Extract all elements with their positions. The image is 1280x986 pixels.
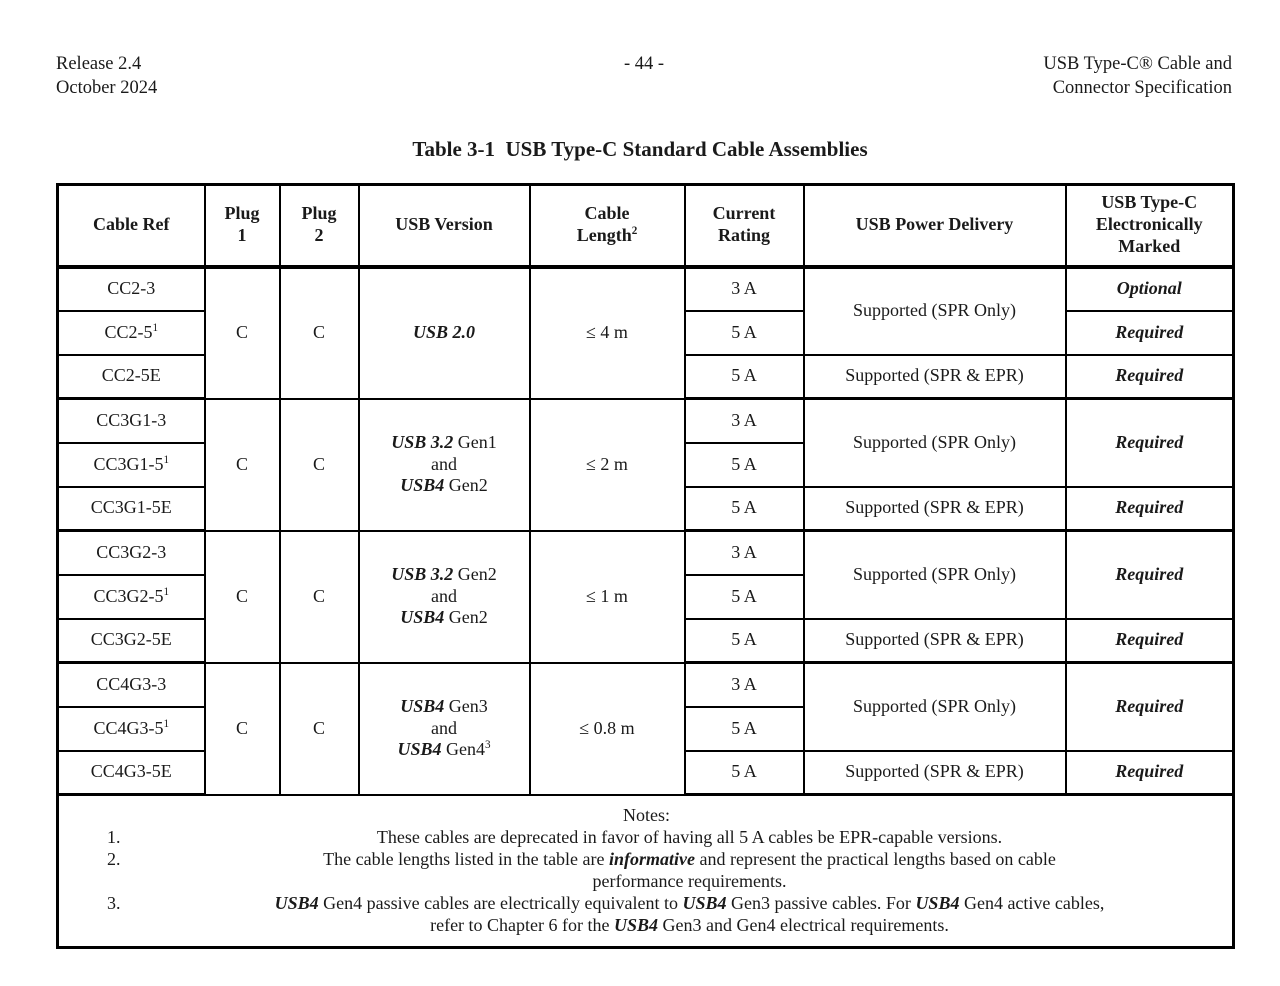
cell-cable-ref: $CC2-5^1$ bbox=[58, 311, 205, 355]
cell-current-rating: 5 A bbox=[685, 575, 804, 619]
cell-marked: Required bbox=[1066, 355, 1234, 399]
col-header-usb-version: USB Version bbox=[359, 185, 530, 267]
cell-marked: Optional bbox=[1066, 267, 1234, 311]
cell-power-delivery: Supported (SPR & EPR) bbox=[804, 751, 1066, 795]
cable-assemblies-table bbox=[56, 183, 1235, 949]
cell-cable-length: ≤ 4 m bbox=[530, 267, 685, 399]
cell-current-rating: 5 A bbox=[685, 443, 804, 487]
cell-cable-ref: CC4G3-5E bbox=[58, 751, 205, 795]
page-header bbox=[0, 0, 1280, 100]
cell-usb-version: USB4 Gen3 and USB4 $Gen4^3$ bbox=[359, 663, 530, 795]
cell-current-rating: 5 A bbox=[685, 707, 804, 751]
date-line: October 2024 bbox=[56, 78, 158, 98]
col-header-cable-ref: Cable Ref bbox=[58, 185, 205, 267]
cell-cable-ref: CC3G2-5E bbox=[58, 619, 205, 663]
cell-power-delivery: Supported (SPR & EPR) bbox=[804, 355, 1066, 399]
cell-cable-length: ≤ 1 m bbox=[530, 531, 685, 663]
cell-cable-length: ≤ 0.8 m bbox=[530, 663, 685, 795]
spec-name-line1: USB Type-C® Cable and bbox=[1043, 54, 1233, 74]
cell-plug1: C bbox=[205, 267, 280, 399]
cell-current-rating: 5 A bbox=[685, 355, 804, 399]
cell-cable-ref: $CC3G1-5^1$ bbox=[58, 443, 205, 487]
col-header-electronically-marked: USB Type-C Electronically Marked bbox=[1066, 185, 1234, 267]
cell-power-delivery: Supported (SPR Only) bbox=[804, 663, 1066, 751]
notes-list bbox=[61, 827, 1230, 937]
cell-usb-version: USB 3.2 Gen1 and USB4 Gen2 bbox=[359, 399, 530, 531]
cell-marked: Required bbox=[1066, 531, 1234, 619]
cell-cable-ref: CC3G2-3 bbox=[58, 531, 205, 575]
cell-marked: Required bbox=[1066, 619, 1234, 663]
table-row bbox=[58, 531, 1234, 575]
cell-marked: Required bbox=[1066, 751, 1234, 795]
cell-current-rating: 3 A bbox=[685, 531, 804, 575]
cell-current-rating: 5 A bbox=[685, 311, 804, 355]
cell-plug2: C bbox=[280, 531, 359, 663]
note-item-1: 1. These cables are deprecated in favor of having all 5 A cables be EPR-capable versions. bbox=[125, 827, 1230, 849]
table-row bbox=[58, 399, 1234, 443]
cell-plug2: C bbox=[280, 663, 359, 795]
cell-cable-ref: $CC4G3-5^1$ bbox=[58, 707, 205, 751]
cell-cable-length: ≤ 2 m bbox=[530, 399, 685, 531]
cell-usb-version: USB 3.2 Gen2 and USB4 Gen2 bbox=[359, 531, 530, 663]
col-header-plug2: Plug 2 bbox=[280, 185, 359, 267]
header-spec-block bbox=[664, 52, 1232, 100]
cell-cable-ref: CC3G1-5E bbox=[58, 487, 205, 531]
release-line: Release 2.4 bbox=[56, 54, 142, 74]
cell-marked: Required bbox=[1066, 663, 1234, 751]
cell-plug2: C bbox=[280, 267, 359, 399]
cell-usb-version: USB 2.0 bbox=[359, 267, 530, 399]
spec-name-line2: Connector Specification bbox=[1052, 78, 1233, 98]
notes-cell bbox=[58, 795, 1234, 948]
cell-current-rating: 3 A bbox=[685, 267, 804, 311]
cell-marked: Required bbox=[1066, 399, 1234, 487]
cell-marked: Required bbox=[1066, 311, 1234, 355]
cell-current-rating: 5 A bbox=[685, 751, 804, 795]
table-header-row bbox=[58, 185, 1234, 267]
cell-cable-ref: CC2-3 bbox=[58, 267, 205, 311]
note-item-2: 2. The cable lengths listed in the table are informative and represent the practical lengths based on cable performance requirements. bbox=[125, 849, 1230, 893]
cell-current-rating: 5 A bbox=[685, 619, 804, 663]
cell-current-rating: 3 A bbox=[685, 399, 804, 443]
cell-current-rating: 5 A bbox=[685, 487, 804, 531]
cell-cable-ref: CC2-5E bbox=[58, 355, 205, 399]
col-header-cable-length: Cable Length$^2$ bbox=[530, 185, 685, 267]
cell-plug1: C bbox=[205, 663, 280, 795]
col-header-power-delivery: USB Power Delivery bbox=[804, 185, 1066, 267]
cell-current-rating: 3 A bbox=[685, 663, 804, 707]
cell-plug1: C bbox=[205, 531, 280, 663]
cell-cable-ref: $CC3G2-5^1$ bbox=[58, 575, 205, 619]
table-row bbox=[58, 663, 1234, 707]
cell-plug1: C bbox=[205, 399, 280, 531]
cell-plug2: C bbox=[280, 399, 359, 531]
table-title: Table 3-1 USB Type-C Standard Cable Assemblies bbox=[412, 137, 868, 161]
cell-power-delivery: Supported (SPR & EPR) bbox=[804, 487, 1066, 531]
cell-power-delivery: Supported (SPR Only) bbox=[804, 399, 1066, 487]
cell-cable-ref: CC3G1-3 bbox=[58, 399, 205, 443]
cell-power-delivery: Supported (SPR & EPR) bbox=[804, 619, 1066, 663]
cell-marked: Required bbox=[1066, 487, 1234, 531]
header-release-block bbox=[56, 52, 624, 100]
notes-label: Notes: bbox=[623, 805, 670, 826]
cell-power-delivery: Supported (SPR Only) bbox=[804, 267, 1066, 355]
col-header-plug1: Plug 1 bbox=[205, 185, 280, 267]
notes-row bbox=[58, 795, 1234, 948]
page-number: - 44 - bbox=[623, 54, 665, 74]
cell-cable-ref: CC4G3-3 bbox=[58, 663, 205, 707]
cell-power-delivery: Supported (SPR Only) bbox=[804, 531, 1066, 619]
note-item-3: 3. USB4 Gen4 passive cables are electrically equivalent to USB4 Gen3 passive cables. For USB4 Gen4 active cables, refer to Chapter 6 for the USB4 Gen3 and Gen4 electrical requirements. bbox=[125, 893, 1230, 937]
col-header-current-rating: Current Rating bbox=[685, 185, 804, 267]
table-row bbox=[58, 267, 1234, 311]
